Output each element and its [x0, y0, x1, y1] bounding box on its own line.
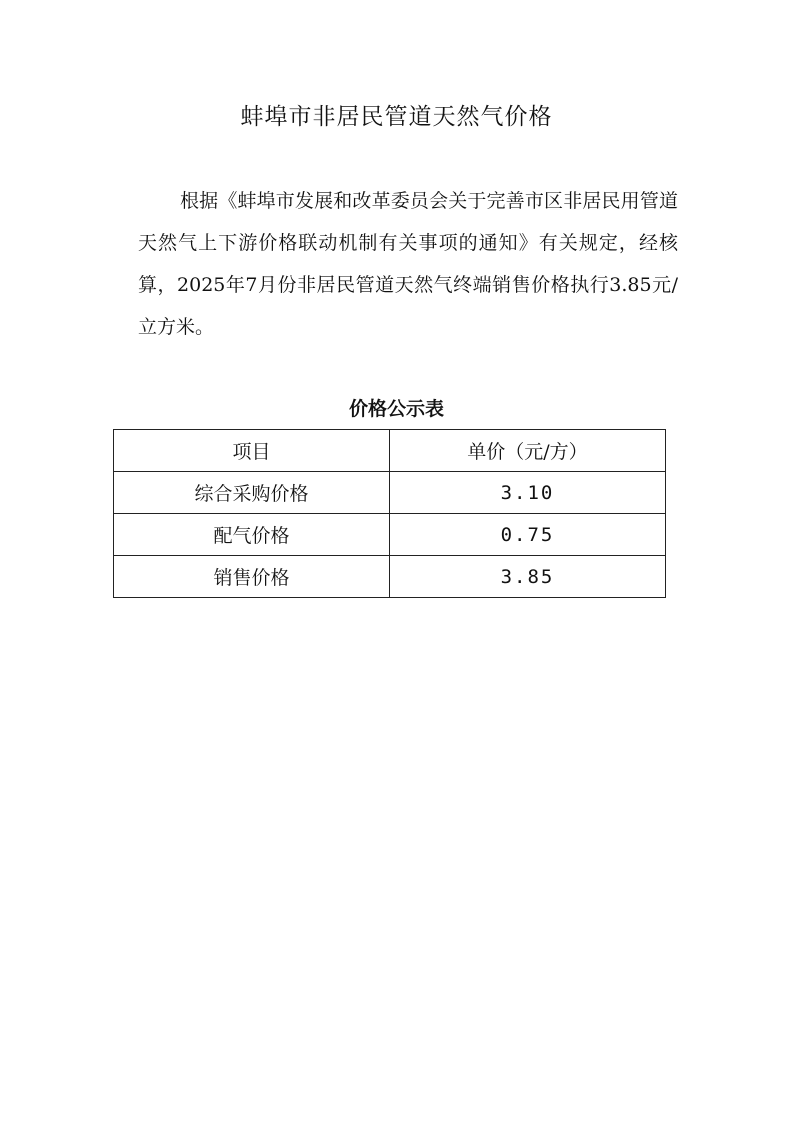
row-item-name: 综合采购价格 [114, 472, 390, 514]
row-price-value: 0.75 [389, 514, 665, 556]
table-caption: 价格公示表 [348, 398, 444, 420]
row-price-value: 3.10 [389, 472, 665, 514]
document-title: 蚌埠市非居民管道天然气价格 [240, 104, 553, 130]
notice-paragraph: 根据《蚌埠市发展和改革委员会关于完善市区非居民用管道天然气上下游价格联动机制有关事项的通知》有关规定，经核算，2025年7月份非居民管道天然气终端销售价格执行3.85元/立方米。 [138, 190, 678, 338]
row-item-name: 配气价格 [114, 514, 390, 556]
header-item: 项目 [114, 430, 390, 472]
row-price-value: 3.85 [389, 556, 665, 598]
table-row [114, 514, 666, 556]
table-header-row [114, 430, 666, 472]
header-unit-price: 单价（元/方） [389, 430, 665, 472]
table-row [114, 556, 666, 598]
table-row [114, 472, 666, 514]
row-item-name: 销售价格 [114, 556, 390, 598]
price-table [113, 429, 666, 598]
